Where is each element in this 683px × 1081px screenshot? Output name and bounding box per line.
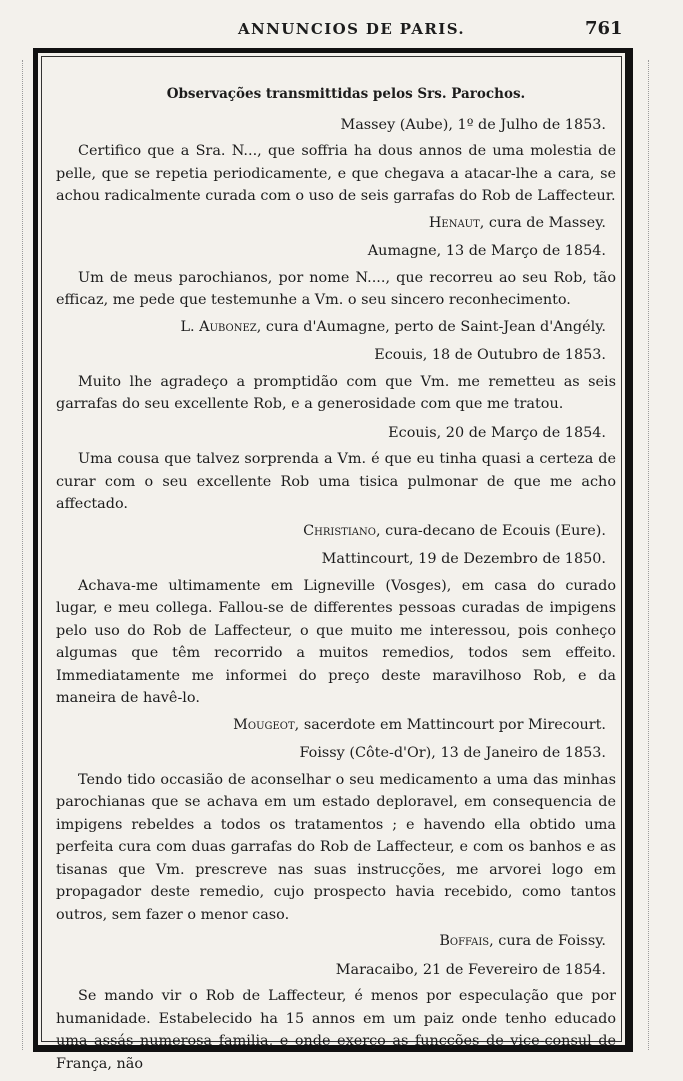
place-date: Ecouis, 18 de Outubro de 1853. bbox=[374, 347, 606, 363]
signature bbox=[56, 930, 616, 953]
running-title: ANNUNCIOS DE PARIS. bbox=[238, 20, 466, 38]
signature-title: , sacerdote em Mattincourt por Mirecourt. bbox=[294, 716, 606, 733]
testimonial-text: Muito lhe agradeço a promptidão com que Vm. me remetteu as seis garrafas do seu excellente Rob, e a generosidade com que me tratou. bbox=[56, 373, 616, 412]
testimonial-entry bbox=[56, 742, 616, 953]
signature-title: , cura-decano de Ecouis (Eure). bbox=[375, 522, 606, 539]
signature-name: L. Aubonez bbox=[180, 318, 257, 335]
signature bbox=[56, 316, 616, 339]
signature bbox=[56, 212, 616, 235]
running-head bbox=[0, 18, 683, 42]
testimonial-text: Se mando vir o Rob de Laffecteur, é menos por especulação que por humanidade. Estabelecido ha 15 annos em um paiz onde tenho educado uma assás numerosa familia, e onde exerço as funcções de vice-consul de França, não bbox=[56, 988, 616, 1072]
testimonial-text: Certifico que a Sra. N..., que soffria ha dous annos de uma molestia de pelle, que se repetia periodicamente, e que chegava a atacar-lhe a cara, se achou radicalmente curada com o uso de seis garrafas do Rob de Laffecteur. bbox=[56, 143, 616, 204]
place-date: Ecouis, 20 de Março de 1854. bbox=[388, 424, 606, 441]
testimonial-text: Achava-me ultimamente em Ligneville (Vosges), em casa do curado lugar, e meu collega. Fallou-se de differentes pessoas curadas de impigens pelo uso do Rob de Laffecteur, o que muito me interessou, pois conheço algumas que têm recorrido a muitos remedios, todos sem effeito. Immediatamente me informei do preço deste maravilhoso Rob, e da maneira de havê-lo. bbox=[56, 577, 616, 706]
signature-name: Mougeot bbox=[233, 716, 295, 733]
testimonial-text: Uma cousa que talvez sorprenda a Vm. é que eu tinha quasi a certeza de curar com o seu excellente Rob uma tisica pulmonar de que me acho affectado. bbox=[56, 451, 616, 512]
testimonial-entry bbox=[56, 114, 616, 235]
page-frame bbox=[33, 48, 633, 1072]
place-date: Foissy (Côte-d'Or), 13 de Janeiro de 1853. bbox=[299, 745, 606, 761]
place-date: Mattincourt, 19 de Dezembro de 1850. bbox=[321, 551, 606, 567]
right-margin-rule bbox=[648, 60, 649, 1050]
page-content bbox=[56, 83, 616, 1081]
section-heading: Observações transmittidas pelos Srs. Parochos. bbox=[166, 86, 526, 102]
testimonial-entry bbox=[56, 240, 616, 338]
signature-name: Christiano bbox=[303, 522, 376, 539]
place-date: Aumagne, 13 de Março de 1854. bbox=[367, 243, 606, 259]
signature-title: , cura de Foissy. bbox=[489, 933, 606, 949]
page-number: 761 bbox=[585, 18, 623, 39]
signature bbox=[56, 714, 616, 737]
signature bbox=[56, 520, 616, 543]
signature-title: , cura d'Aumagne, perto de Saint-Jean d'Angély. bbox=[256, 318, 606, 335]
left-margin-rule bbox=[22, 60, 23, 1050]
place-date: Massey (Aube), 1º de Julho de 1853. bbox=[340, 116, 606, 133]
signature-title: , cura de Massey. bbox=[479, 214, 606, 231]
testimonial-text: Um de meus parochianos, por nome N...., que recorreu ao seu Rob, tão efficaz, me pede que testemunhe a Vm. o seu sincero reconhecimento. bbox=[56, 269, 616, 308]
testimonial-text: Tendo tido occasião de aconselhar o seu medicamento a uma das minhas parochianas que se achava em um estado deploravel, em consequencia de impigens rebeldes a todos os tratamentos ; e havendo ella obtido uma perfeita cura com duas garrafas do Rob de Laffecteur, e com os banhos e as tisanas que Vm. prescreve nas suas instrucções, me arvorei logo em propagador deste remedio, cujo prospecto havia recebido, como tantos outros, sem fazer o menor caso. bbox=[56, 771, 616, 923]
signature-name: Boffais bbox=[439, 933, 490, 949]
testimonial-entry bbox=[56, 548, 616, 736]
testimonial-entry bbox=[56, 959, 616, 1076]
testimonial-entry bbox=[56, 344, 616, 416]
signature-name: Henaut bbox=[428, 214, 480, 231]
place-date: Maracaibo, 21 de Fevereiro de 1854. bbox=[335, 961, 606, 978]
testimonial-entry bbox=[56, 422, 616, 543]
